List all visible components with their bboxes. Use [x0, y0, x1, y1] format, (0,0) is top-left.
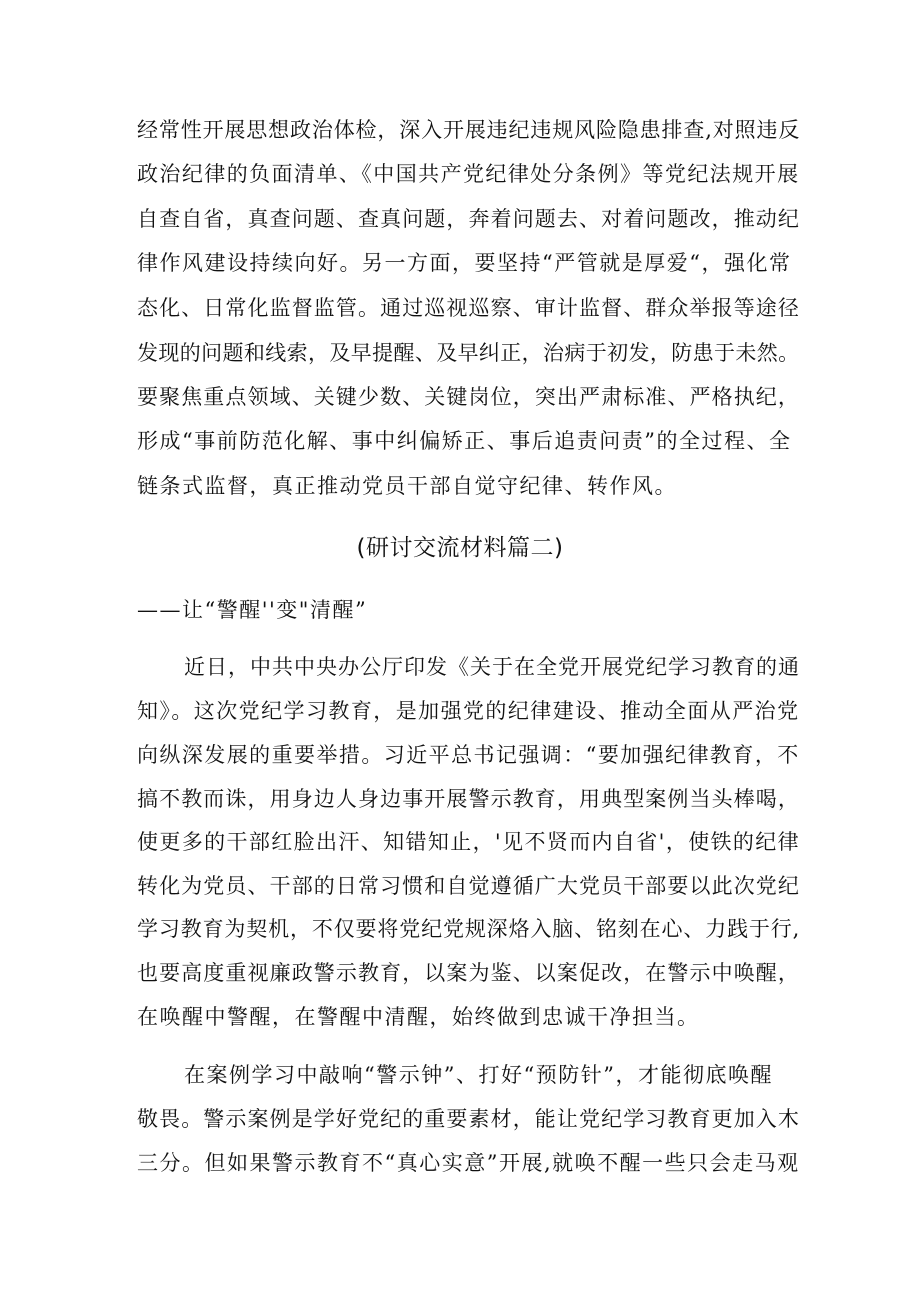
paragraph-2-line: 学习教育为契机，不仅要将党纪党规深烙入脑、铭刻在心、力践于行,	[137, 917, 801, 941]
paragraph-2-line: 知》。这次党纪学习教育，是加强党的纪律建设、推动全面从严治党	[137, 699, 800, 723]
paragraph-2-line: 转化为党员、干部的日常习惯和自觉遵循广大党员干部要以此次党纪	[137, 874, 800, 898]
paragraph-2-line: 近日，中共中央办公厅印发《关于在全党开展党纪学习教育的通	[184, 655, 800, 679]
paragraph-2-line: 向纵深发展的重要举措。习近平总书记强调：“要加强纪律教育，不	[137, 743, 800, 767]
paragraph-1-line: 态化、日常化监督监管。通过巡视巡察、审计监督、群众举报等途径	[137, 296, 800, 320]
section-title: (研讨交流材料篇二)	[356, 535, 564, 561]
paragraph-1-line: 政治纪律的负面清单、《中国共产党纪律处分条例》等党纪法规开展	[137, 162, 800, 186]
paragraph-1-line: 要聚焦重点领域、关键少数、关键岗位，突出严肃标准、严格执纪，	[137, 385, 800, 409]
paragraph-3-line: 敬畏。警示案例是学好党纪的重要素材，能让党纪学习教育更加入木	[137, 1107, 800, 1131]
paragraph-2-line: 在唤醒中警醒，在警醒中清醒，始终做到忠诚干净担当。	[137, 1005, 700, 1029]
paragraph-1-line: 自查自省，真查问题、查真问题，奔着问题去、对着问题改，推动纪	[137, 207, 800, 231]
paragraph-3-line: 在案例学习中敲响“警示钟”、打好“预防针”，才能彻底唤醒	[184, 1063, 773, 1087]
paragraph-3-line: 三分。但如果警示教育不“真心实意”开展,就唤不醒一些只会走马观	[137, 1151, 800, 1175]
paragraph-1-line: 链条式监督，真正推动党员干部自觉守纪律、转作风。	[137, 474, 677, 498]
paragraph-2-line: 也要高度重视廉政警示教育，以案为鉴、以案促改，在警示中唤醒，	[137, 961, 800, 985]
paragraph-2-line: 使更多的干部红脸出汗、知错知止，'见不贤而内自省'，使铁的纪律	[137, 830, 801, 854]
paragraph-1-line: 形成“事前防范化解、事中纠偏矫正、事后追责问责”的全过程、全	[137, 429, 792, 453]
paragraph-2-line: 搞不教而诛，用身边人身边事开展警示教育，用典型案例当头棒喝，	[137, 787, 800, 811]
paragraph-1-line: 发现的问题和线索，及早提醒、及早纠正，治病于初发，防患于未然。	[137, 341, 800, 365]
paragraph-1-line: 律作风建设持续向好。另一方面，要坚持“严管就是厚爱“，强化常	[137, 251, 792, 275]
subtitle: ——让“警醒''变"清醒”	[137, 598, 368, 622]
paragraph-1-line: 经常性开展思想政治体检，深入开展违纪违规风险隐患排查,对照违反	[137, 118, 801, 142]
